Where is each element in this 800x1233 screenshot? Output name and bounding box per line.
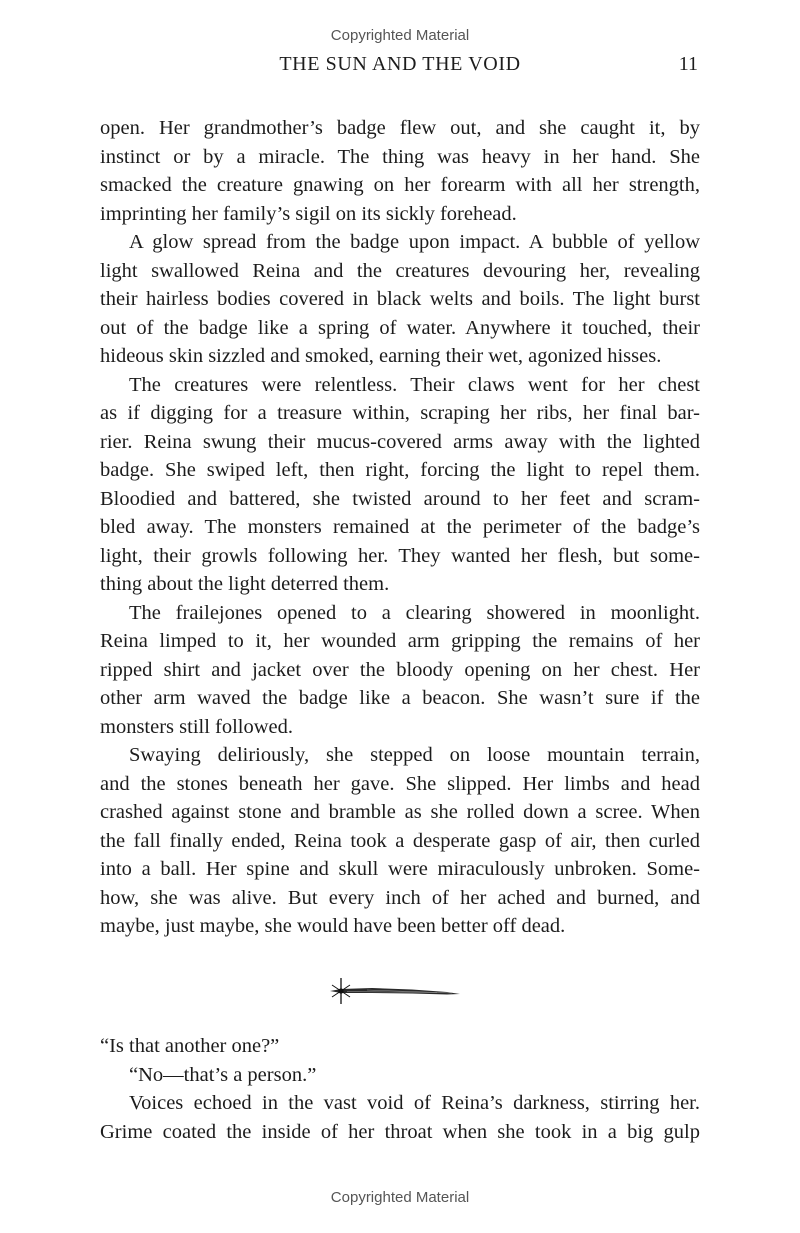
text-line: into a ball. Her spine and skull were miraculously unbroken. Some-	[100, 858, 700, 880]
section-break-ornament	[327, 972, 462, 1012]
text-line: Reina limped to it, her wounded arm gripping the remains of her	[100, 630, 700, 652]
text-line: light, their growls following her. They wanted her flesh, but some-	[100, 544, 700, 567]
text-line: open. Her grandmother’s badge flew out, and she caught it, by	[100, 117, 700, 139]
text-line: and the stones beneath her gave. She slipped. Her limbs and head	[100, 772, 700, 795]
text-line: as if digging for a treasure within, scraping her ribs, her final bar-	[100, 402, 700, 424]
text-line: smacked the creature gnawing on her forearm with all her strength,	[100, 174, 700, 196]
copyright-watermark-bottom: Copyrighted Material	[330, 1189, 470, 1206]
text-line: Grime coated the inside of her throat when she took in a big gulp	[100, 1120, 700, 1143]
page-number: 11	[678, 53, 698, 75]
body-text-section-2	[100, 1032, 700, 1146]
text-line: how, she was alive. But every inch of her ached and burned, and	[100, 886, 700, 909]
text-line: A glow spread from the badge upon impact. A bubble of yellow	[129, 231, 700, 253]
text-line: hideous skin sizzled and smoked, earning their wet, agonized hisses.	[100, 345, 662, 367]
text-line: ripped shirt and jacket over the bloody opening on her chest. Her	[100, 658, 700, 681]
text-line: Swaying deliriously, she stepped on loose mountain terrain,	[129, 744, 700, 766]
text-line: The frailejones opened to a clearing showered in moonlight.	[129, 601, 700, 624]
text-line: thing about the light deterred them.	[100, 573, 390, 595]
text-line: “No—that’s a person.”	[129, 1063, 317, 1086]
text-line: their hairless bodies covered in black welts and boils. The light burst	[100, 288, 700, 310]
text-line: instinct or by a miracle. The thing was heavy in her hand. She	[100, 145, 700, 168]
text-line: badge. She swiped left, then right, forcing the light to repel them.	[100, 459, 700, 481]
copyright-watermark-top: Copyrighted Material	[330, 27, 470, 44]
text-line: bled away. The monsters remained at the perimeter of the badge’s	[100, 516, 700, 538]
text-line: other arm waved the badge like a beacon. She wasn’t sure if the	[100, 687, 700, 709]
running-title: THE SUN AND THE VOID	[279, 53, 521, 75]
text-line: rier. Reina swung their mucus-covered arms away with the lighted	[100, 430, 700, 453]
text-line: the fall finally ended, Reina took a desperate gasp of air, then curled	[100, 829, 700, 852]
text-line: The creatures were relentless. Their claws went for her chest	[129, 373, 700, 396]
text-line: maybe, just maybe, she would have been better off dead.	[100, 915, 566, 937]
text-line: “Is that another one?”	[100, 1035, 280, 1057]
text-line: out of the badge like a spring of water. Anywhere it touched, their	[100, 316, 700, 339]
text-line: monsters still followed.	[100, 715, 294, 738]
text-line: Voices echoed in the vast void of Reina’s darkness, stirring her.	[129, 1092, 700, 1114]
text-line: Bloodied and battered, she twisted around to her feet and scram-	[100, 487, 700, 510]
text-line: light swallowed Reina and the creatures devouring her, revealing	[100, 259, 700, 282]
text-line: crashed against stone and bramble as she rolled down a scree. When	[100, 801, 700, 823]
body-text-section-1	[100, 114, 700, 941]
text-line: imprinting her family’s sigil on its sickly forehead.	[100, 202, 517, 225]
running-header	[100, 53, 700, 79]
